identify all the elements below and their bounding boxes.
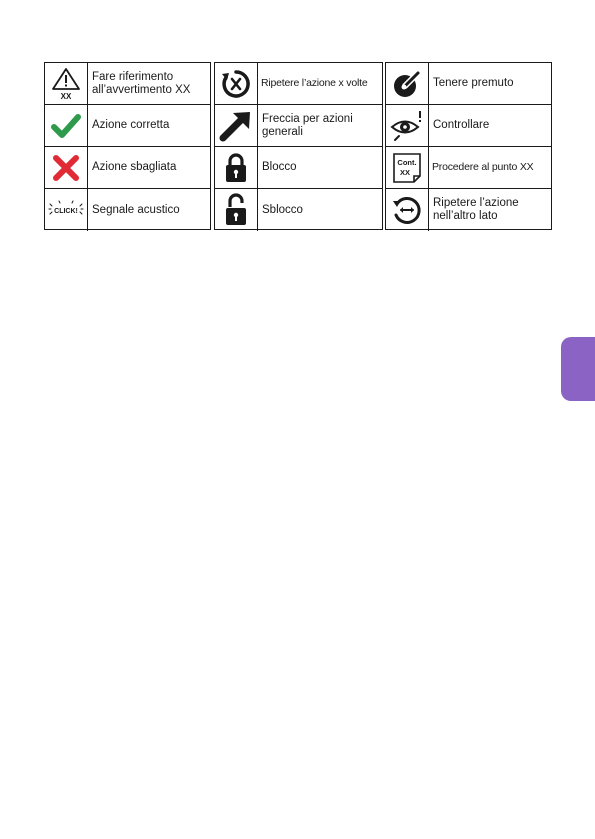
legend-row xyxy=(215,147,382,189)
legend-label: Procedere al punto XX xyxy=(432,161,534,173)
legend-row xyxy=(386,189,551,231)
legend-row xyxy=(45,105,210,147)
svg-text:Cont.: Cont. xyxy=(397,157,417,167)
check-icon xyxy=(50,113,82,139)
legend-label: Controllare xyxy=(433,119,490,131)
legend-label: Azione sbagliata xyxy=(92,161,177,173)
lock-icon xyxy=(224,152,248,184)
legend-row xyxy=(386,147,551,189)
legend-label: Azione corretta xyxy=(92,119,170,131)
legend-row xyxy=(45,189,210,231)
legend-label: Tenere premuto xyxy=(433,77,514,89)
svg-text:XX: XX xyxy=(399,167,411,177)
legend-row xyxy=(386,105,551,147)
legend-column-1 xyxy=(44,62,211,230)
eye-check-icon xyxy=(390,110,424,142)
symbol-legend-table xyxy=(44,62,552,230)
legend-column-3 xyxy=(385,62,552,230)
legend-label: Ripetere l’azione x volte xyxy=(261,77,368,89)
section-tab xyxy=(561,337,595,401)
legend-label: Ripetere l’azione nell’altro lato xyxy=(433,197,519,222)
continue-step-icon xyxy=(391,151,423,185)
repeat-x-times-icon xyxy=(220,68,252,100)
legend-row xyxy=(215,105,382,147)
cross-icon xyxy=(51,153,81,183)
legend-label: Fare riferimento all’avvertimento XX xyxy=(92,70,191,96)
warning-xx-icon xyxy=(50,67,82,101)
svg-text:CLICK!: CLICK! xyxy=(54,208,78,215)
arrow-icon xyxy=(219,110,253,142)
press-hold-icon xyxy=(391,68,423,100)
unlock-icon xyxy=(224,193,248,227)
legend-label: Freccia per azioni generali xyxy=(262,112,353,138)
legend-column-2 xyxy=(214,62,383,230)
legend-row xyxy=(215,63,382,105)
repeat-other-side-icon xyxy=(391,194,423,226)
legend-row xyxy=(215,189,382,231)
svg-text:XX: XX xyxy=(60,91,72,101)
legend-row xyxy=(45,63,210,105)
legend-label: Sblocco xyxy=(262,203,303,216)
legend-row xyxy=(45,147,210,189)
click-sound-icon xyxy=(47,198,85,222)
legend-label: Segnale acustico xyxy=(92,203,180,216)
legend-label: Blocco xyxy=(262,161,297,173)
legend-row xyxy=(386,63,551,105)
